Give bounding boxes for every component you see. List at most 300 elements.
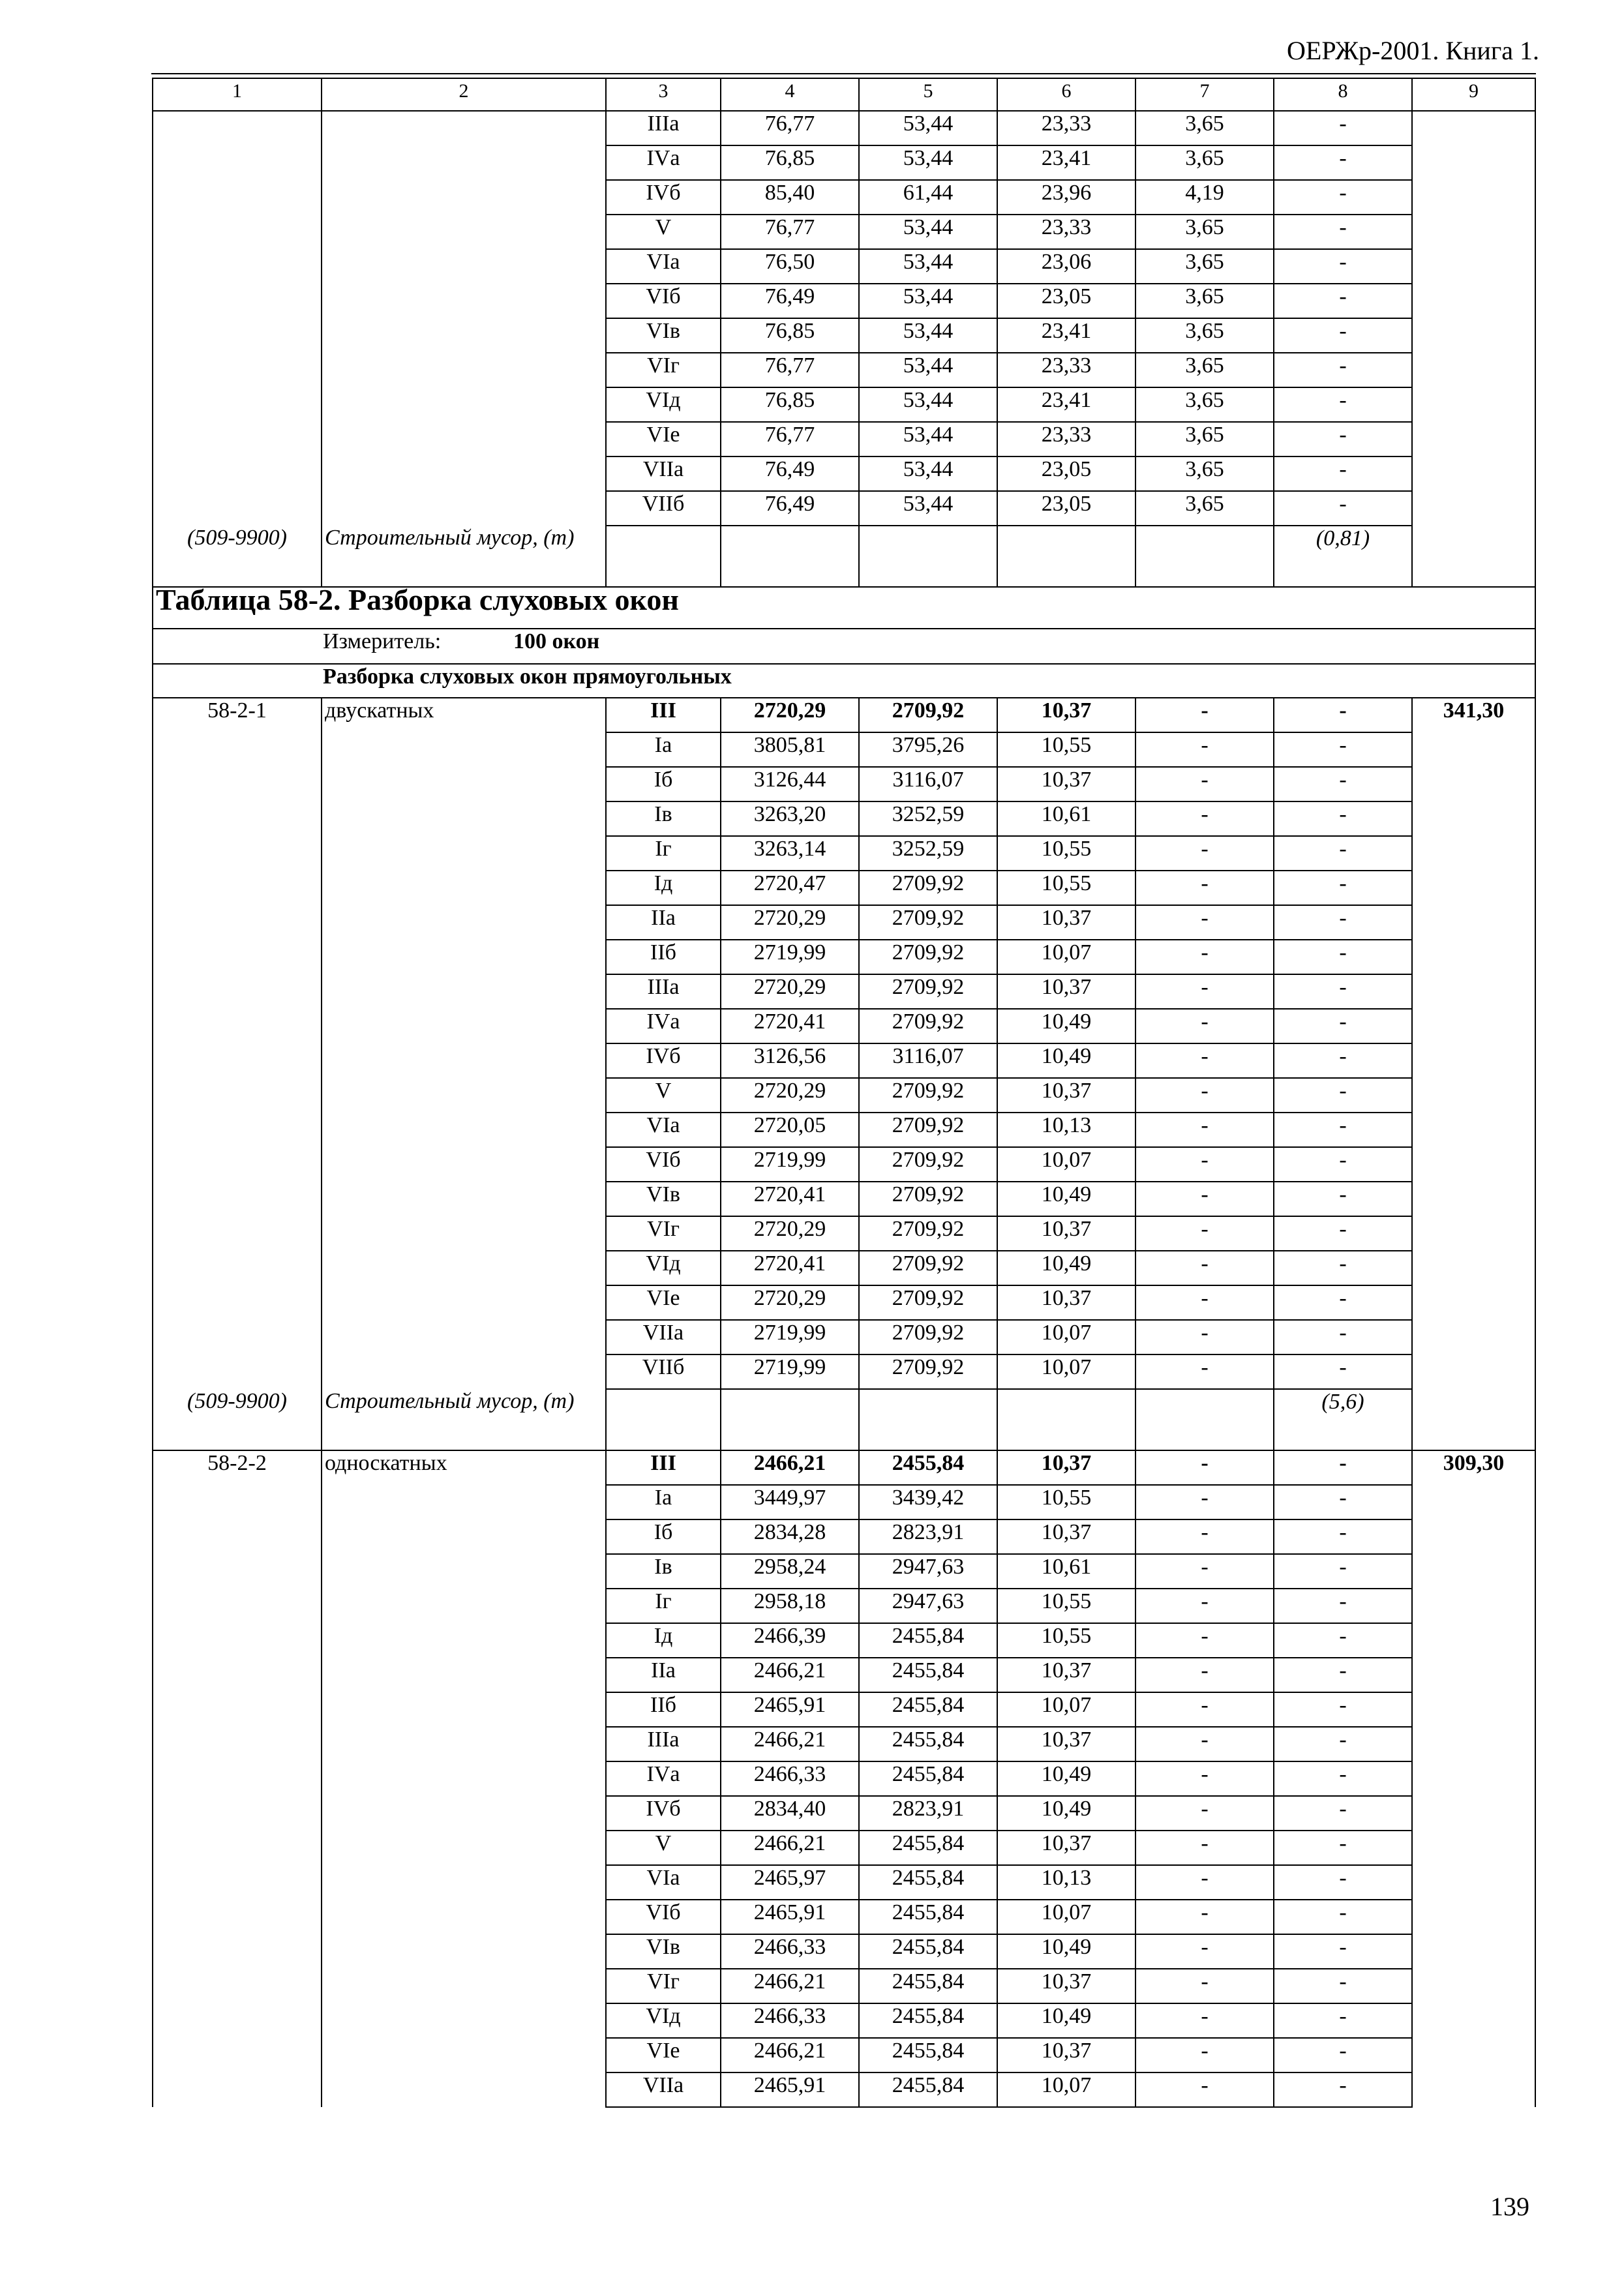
total-cell (1412, 284, 1535, 318)
zone-cell: Iа (606, 732, 721, 767)
zone-cell: VIд (606, 387, 721, 422)
total-cell (1412, 1519, 1535, 1554)
value-cell-c7: - (1135, 732, 1274, 767)
value-cell-c7: - (1135, 2003, 1274, 2038)
zone-cell: IIб (606, 1692, 721, 1727)
value-cell-c8: - (1274, 1969, 1412, 2003)
name-cell (322, 1623, 606, 1658)
value-cell-c7: - (1135, 1969, 1274, 2003)
value-cell-c5: 53,44 (859, 456, 997, 491)
code-cell (153, 1519, 322, 1554)
value-cell-c5: 2709,92 (859, 698, 997, 732)
value-cell-c5: 2455,84 (859, 1900, 997, 1934)
name-cell (322, 801, 606, 836)
name-cell (322, 1078, 606, 1113)
table-row (153, 1182, 1535, 1216)
value-cell-c6: 10,37 (997, 1519, 1135, 1554)
debris-empty (859, 526, 997, 587)
debris-value: (5,6) (1274, 1389, 1412, 1450)
value-cell-c6: 10,37 (997, 1727, 1135, 1761)
value-cell-c8: - (1274, 836, 1412, 871)
zone-cell: VIв (606, 318, 721, 353)
code-cell (153, 284, 322, 318)
table-row (153, 1320, 1535, 1354)
value-cell-c5: 53,44 (859, 215, 997, 249)
value-cell-c7: - (1135, 1078, 1274, 1113)
value-cell-c4: 2466,33 (721, 1761, 859, 1796)
value-cell-c7: - (1135, 1934, 1274, 1969)
debris-total (1412, 1389, 1535, 1450)
total-cell (1412, 1623, 1535, 1658)
debris-label: Строительный мусор, (т) (322, 1389, 606, 1450)
total-cell (1412, 801, 1535, 836)
total-cell (1412, 1485, 1535, 1519)
zone-cell: IIIа (606, 1727, 721, 1761)
value-cell-c8: - (1274, 1043, 1412, 1078)
code-cell (153, 836, 322, 871)
value-cell-c8: - (1274, 871, 1412, 905)
value-cell-c4: 2465,91 (721, 2072, 859, 2107)
total-cell (1412, 387, 1535, 422)
zone-cell: Iв (606, 1554, 721, 1589)
value-cell-c5: 2455,84 (859, 1658, 997, 1692)
zone-cell: VIа (606, 1865, 721, 1900)
value-cell-c8: - (1274, 2003, 1412, 2038)
name-cell: односкатных (322, 1450, 606, 1485)
code-cell (153, 1320, 322, 1354)
code-cell (153, 767, 322, 801)
name-cell (322, 905, 606, 940)
value-cell-c7: 3,65 (1135, 318, 1274, 353)
zone-cell: Iд (606, 1623, 721, 1658)
value-cell-c7: 3,65 (1135, 422, 1274, 456)
value-cell-c8: - (1274, 145, 1412, 180)
code-cell (153, 974, 322, 1009)
value-cell-c5: 2709,92 (859, 1147, 997, 1182)
code-cell (153, 1554, 322, 1589)
name-cell (322, 491, 606, 526)
name-cell (322, 1589, 606, 1623)
name-cell (322, 1285, 606, 1320)
code-cell (153, 387, 322, 422)
value-cell-c6: 23,41 (997, 318, 1135, 353)
debris-code: (509-9900) (153, 1389, 322, 1450)
code-cell (153, 1900, 322, 1934)
column-number: 1 (153, 78, 322, 111)
debris-label: Строительный мусор, (т) (322, 526, 606, 587)
code-cell: 58-2-1 (153, 698, 322, 732)
debris-empty (606, 526, 721, 587)
zone-cell: Iд (606, 871, 721, 905)
name-cell (322, 2003, 606, 2038)
debris-empty (1135, 1389, 1274, 1450)
value-cell-c4: 2958,18 (721, 1589, 859, 1623)
code-cell: 58-2-2 (153, 1450, 322, 1485)
total-cell (1412, 1554, 1535, 1589)
value-cell-c4: 76,77 (721, 111, 859, 145)
value-cell-c6: 10,55 (997, 1589, 1135, 1623)
zone-cell: VIа (606, 1113, 721, 1147)
name-cell (322, 111, 606, 145)
zone-cell: IIIа (606, 111, 721, 145)
value-cell-c6: 10,07 (997, 1320, 1135, 1354)
code-cell (153, 1216, 322, 1251)
code-cell (153, 1147, 322, 1182)
code-cell (153, 2003, 322, 2038)
debris-row (153, 1389, 1535, 1450)
column-number: 7 (1135, 78, 1274, 111)
value-cell-c4: 2466,39 (721, 1623, 859, 1658)
value-cell-c7: - (1135, 1831, 1274, 1865)
value-cell-c8: - (1274, 1285, 1412, 1320)
value-cell-c7: - (1135, 1147, 1274, 1182)
total-cell (1412, 2038, 1535, 2072)
total-cell (1412, 732, 1535, 767)
name-cell (322, 249, 606, 284)
table-row (153, 491, 1535, 526)
value-cell-c8: - (1274, 1216, 1412, 1251)
value-cell-c7: - (1135, 1182, 1274, 1216)
value-cell-c4: 2466,21 (721, 1969, 859, 2003)
value-cell-c6: 10,49 (997, 1796, 1135, 1831)
table-row (153, 1285, 1535, 1320)
value-cell-c7: 3,65 (1135, 456, 1274, 491)
value-cell-c7: - (1135, 1623, 1274, 1658)
value-cell-c4: 85,40 (721, 180, 859, 215)
code-cell (153, 1692, 322, 1727)
zone-cell: VIа (606, 249, 721, 284)
value-cell-c5: 53,44 (859, 145, 997, 180)
zone-cell: V (606, 1078, 721, 1113)
zone-cell: IVб (606, 180, 721, 215)
total-cell (1412, 1658, 1535, 1692)
value-cell-c6: 10,07 (997, 940, 1135, 974)
value-cell-c7: 3,65 (1135, 387, 1274, 422)
total-cell (1412, 353, 1535, 387)
value-cell-c4: 2465,91 (721, 1900, 859, 1934)
code-cell (153, 1831, 322, 1865)
value-cell-c7: - (1135, 1692, 1274, 1727)
value-cell-c7: - (1135, 767, 1274, 801)
value-cell-c5: 2709,92 (859, 1354, 997, 1389)
code-cell (153, 1969, 322, 2003)
zone-cell: IIа (606, 1658, 721, 1692)
code-cell (153, 871, 322, 905)
value-cell-c7: - (1135, 1589, 1274, 1623)
table-row (153, 1113, 1535, 1147)
value-cell-c5: 53,44 (859, 284, 997, 318)
value-cell-c5: 2709,92 (859, 1251, 997, 1285)
name-cell (322, 284, 606, 318)
code-cell (153, 1251, 322, 1285)
value-cell-c5: 2709,92 (859, 905, 997, 940)
name-cell (322, 836, 606, 871)
name-cell (322, 2072, 606, 2107)
table-row (153, 1761, 1535, 1796)
value-cell-c4: 2466,21 (721, 1727, 859, 1761)
value-cell-c4: 2720,41 (721, 1009, 859, 1043)
zone-cell: VIв (606, 1182, 721, 1216)
table-row (153, 422, 1535, 456)
name-cell (322, 456, 606, 491)
value-cell-c6: 10,37 (997, 1450, 1135, 1485)
zone-cell: VIе (606, 2038, 721, 2072)
table-row (153, 1354, 1535, 1389)
value-cell-c7: - (1135, 836, 1274, 871)
table-row (153, 1934, 1535, 1969)
value-cell-c6: 23,33 (997, 353, 1135, 387)
value-cell-c6: 10,37 (997, 1969, 1135, 2003)
debris-empty (1135, 526, 1274, 587)
zone-cell: IVа (606, 1761, 721, 1796)
name-cell: двускатных (322, 698, 606, 732)
debris-empty (997, 1389, 1135, 1450)
value-cell-c8: - (1274, 1589, 1412, 1623)
value-cell-c6: 10,49 (997, 1251, 1135, 1285)
code-cell (153, 422, 322, 456)
code-cell (153, 1285, 322, 1320)
value-cell-c6: 10,61 (997, 801, 1135, 836)
code-cell (153, 1796, 322, 1831)
value-cell-c4: 76,85 (721, 387, 859, 422)
value-cell-c4: 2719,99 (721, 1147, 859, 1182)
value-cell-c5: 3795,26 (859, 732, 997, 767)
code-cell (153, 491, 322, 526)
value-cell-c8: - (1274, 1182, 1412, 1216)
value-cell-c7: - (1135, 1554, 1274, 1589)
value-cell-c5: 53,44 (859, 353, 997, 387)
value-cell-c5: 3116,07 (859, 767, 997, 801)
value-cell-c7: 4,19 (1135, 180, 1274, 215)
value-cell-c4: 2720,41 (721, 1251, 859, 1285)
page-header: ОЕРЖр-2001. Книга 1. (1287, 36, 1539, 65)
value-cell-c7: 3,65 (1135, 111, 1274, 145)
value-cell-c6: 10,37 (997, 1216, 1135, 1251)
column-number: 4 (721, 78, 859, 111)
table-row (153, 180, 1535, 215)
table-row (153, 2072, 1535, 2107)
value-cell-c7: - (1135, 1113, 1274, 1147)
table-row (153, 249, 1535, 284)
value-cell-c4: 2834,40 (721, 1796, 859, 1831)
value-cell-c5: 53,44 (859, 422, 997, 456)
name-cell (322, 1216, 606, 1251)
total-cell (1412, 1900, 1535, 1934)
debris-total (1412, 526, 1535, 587)
table-row (153, 353, 1535, 387)
value-cell-c8: - (1274, 1692, 1412, 1727)
zone-cell: Iб (606, 767, 721, 801)
column-number: 2 (322, 78, 606, 111)
name-cell (322, 1969, 606, 2003)
value-cell-c6: 10,37 (997, 1831, 1135, 1865)
value-cell-c5: 2709,92 (859, 940, 997, 974)
debris-empty (721, 1389, 859, 1450)
total-cell (1412, 1113, 1535, 1147)
rates-table (152, 78, 1536, 2108)
value-cell-c4: 3805,81 (721, 732, 859, 767)
value-cell-c5: 53,44 (859, 318, 997, 353)
total-cell (1412, 871, 1535, 905)
debris-empty (997, 526, 1135, 587)
value-cell-c6: 10,61 (997, 1554, 1135, 1589)
value-cell-c6: 10,37 (997, 1658, 1135, 1692)
code-cell (153, 2072, 322, 2107)
value-cell-c6: 10,55 (997, 1485, 1135, 1519)
name-cell (322, 1485, 606, 1519)
zone-cell: VIд (606, 1251, 721, 1285)
name-cell (322, 353, 606, 387)
table-row (153, 1865, 1535, 1900)
value-cell-c7: - (1135, 1009, 1274, 1043)
value-cell-c5: 2947,63 (859, 1589, 997, 1623)
name-cell (322, 422, 606, 456)
name-cell (322, 180, 606, 215)
zone-cell: VIIа (606, 1320, 721, 1354)
value-cell-c4: 76,77 (721, 215, 859, 249)
value-cell-c7: - (1135, 940, 1274, 974)
total-cell (1412, 1251, 1535, 1285)
value-cell-c7: 3,65 (1135, 249, 1274, 284)
value-cell-c4: 2834,28 (721, 1519, 859, 1554)
value-cell-c8: - (1274, 1727, 1412, 1761)
value-cell-c7: - (1135, 1796, 1274, 1831)
value-cell-c7: - (1135, 1900, 1274, 1934)
name-cell (322, 1727, 606, 1761)
value-cell-c4: 2720,47 (721, 871, 859, 905)
table-row (153, 111, 1535, 145)
value-cell-c7: 3,65 (1135, 145, 1274, 180)
value-cell-c8: - (1274, 801, 1412, 836)
value-cell-c4: 2465,91 (721, 1692, 859, 1727)
value-cell-c5: 2709,92 (859, 1216, 997, 1251)
value-cell-c6: 10,13 (997, 1113, 1135, 1147)
value-cell-c6: 10,49 (997, 1009, 1135, 1043)
total-cell (1412, 1354, 1535, 1389)
total-cell (1412, 1320, 1535, 1354)
value-cell-c6: 23,96 (997, 180, 1135, 215)
value-cell-c4: 3126,44 (721, 767, 859, 801)
value-cell-c8: - (1274, 1900, 1412, 1934)
value-cell-c8: - (1274, 1865, 1412, 1900)
value-cell-c8: - (1274, 2072, 1412, 2107)
value-cell-c8: - (1274, 2038, 1412, 2072)
total-cell (1412, 1147, 1535, 1182)
value-cell-c7: - (1135, 1043, 1274, 1078)
value-cell-c5: 3252,59 (859, 836, 997, 871)
value-cell-c4: 2719,99 (721, 1354, 859, 1389)
table-row (153, 1147, 1535, 1182)
name-cell (322, 1554, 606, 1589)
zone-cell: IVб (606, 1796, 721, 1831)
value-cell-c4: 2720,29 (721, 698, 859, 732)
total-cell (1412, 1865, 1535, 1900)
value-cell-c5: 2709,92 (859, 1078, 997, 1113)
value-cell-c8: - (1274, 1831, 1412, 1865)
code-cell (153, 456, 322, 491)
value-cell-c5: 53,44 (859, 387, 997, 422)
value-cell-c4: 2719,99 (721, 940, 859, 974)
value-cell-c6: 23,41 (997, 387, 1135, 422)
value-cell-c8: - (1274, 456, 1412, 491)
total-cell (1412, 111, 1535, 145)
zone-cell: VIб (606, 1147, 721, 1182)
value-cell-c7: - (1135, 871, 1274, 905)
table-title: Таблица 58-2. Разборка слуховых окон (153, 587, 1535, 629)
code-cell (153, 249, 322, 284)
zone-cell: Iг (606, 1589, 721, 1623)
name-cell (322, 1320, 606, 1354)
total-cell (1412, 1009, 1535, 1043)
value-cell-c5: 2947,63 (859, 1554, 997, 1589)
value-cell-c4: 76,77 (721, 353, 859, 387)
total-cell (1412, 2003, 1535, 2038)
value-cell-c5: 2455,84 (859, 2003, 997, 2038)
value-cell-c6: 23,06 (997, 249, 1135, 284)
name-cell (322, 215, 606, 249)
unit-label: Измеритель: (323, 629, 442, 653)
value-cell-c8: - (1274, 732, 1412, 767)
zone-cell: IIIа (606, 974, 721, 1009)
value-cell-c4: 3449,97 (721, 1485, 859, 1519)
value-cell-c5: 2455,84 (859, 1692, 997, 1727)
unit-cell (153, 629, 1535, 664)
zone-cell: VIIа (606, 2072, 721, 2107)
total-cell (1412, 1761, 1535, 1796)
value-cell-c8: - (1274, 215, 1412, 249)
value-cell-c4: 2720,05 (721, 1113, 859, 1147)
value-cell-c4: 76,77 (721, 422, 859, 456)
total-cell (1412, 1727, 1535, 1761)
value-cell-c4: 2720,29 (721, 1078, 859, 1113)
zone-cell: VIе (606, 422, 721, 456)
value-cell-c4: 3263,14 (721, 836, 859, 871)
debris-empty (606, 1389, 721, 1450)
zone-cell: VIIб (606, 1354, 721, 1389)
value-cell-c4: 2958,24 (721, 1554, 859, 1589)
zone-cell: VIв (606, 1934, 721, 1969)
value-cell-c7: - (1135, 1761, 1274, 1796)
name-cell (322, 1934, 606, 1969)
code-cell (153, 1658, 322, 1692)
table-row (153, 905, 1535, 940)
code-cell (153, 1113, 322, 1147)
value-cell-c8: - (1274, 1450, 1412, 1485)
zone-cell: IIб (606, 940, 721, 974)
value-cell-c6: 10,07 (997, 1147, 1135, 1182)
name-cell (322, 1796, 606, 1831)
value-cell-c8: - (1274, 1354, 1412, 1389)
subtitle-cell (153, 664, 1535, 698)
value-cell-c7: - (1135, 1485, 1274, 1519)
value-cell-c5: 3116,07 (859, 1043, 997, 1078)
name-cell (322, 1692, 606, 1727)
table-row (153, 1900, 1535, 1934)
name-cell (322, 1354, 606, 1389)
value-cell-c6: 23,33 (997, 215, 1135, 249)
table-row (153, 1589, 1535, 1623)
table-row (153, 732, 1535, 767)
name-cell (322, 1043, 606, 1078)
value-cell-c8: - (1274, 318, 1412, 353)
code-cell (153, 180, 322, 215)
zone-cell: Iа (606, 1485, 721, 1519)
value-cell-c4: 2466,21 (721, 2038, 859, 2072)
code-cell (153, 1934, 322, 1969)
value-cell-c7: - (1135, 1450, 1274, 1485)
value-cell-c6: 10,55 (997, 732, 1135, 767)
name-cell (322, 732, 606, 767)
